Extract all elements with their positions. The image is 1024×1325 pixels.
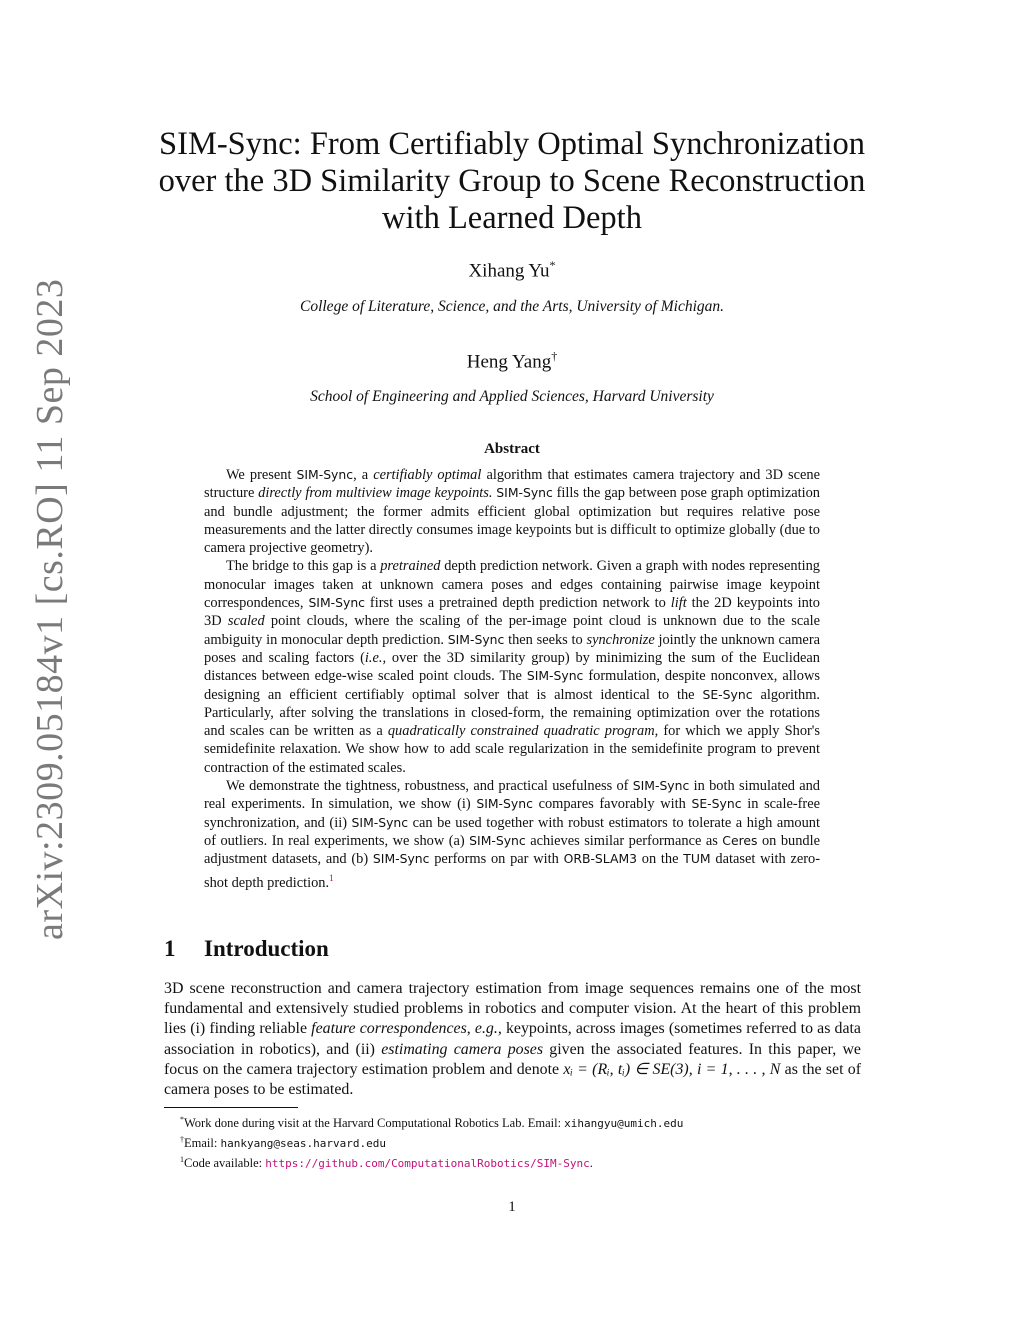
abstract-paragraph-1: We present SIM-Sync, a certifiably optimal algorithm that estimates camera trajectory and 3D scene structure directly from multiview image keypoints. SIM-Sync fills the gap between pose graph optimization and bundle adjustment; the former admits efficient global optimization but requires relative pose measurements and the latter directly consumes image keypoints but is difficult to optimize globally (due to camera projective geometry). [204,467,820,557]
footnotes [180,1112,860,1172]
author-2-affiliation: School of Engineering and Applied Sciences, Harvard University [310,388,714,405]
footnote-ref-1[interactable]: 1 [329,872,334,883]
author-1-mark: * [549,258,556,272]
footnote-2: †Email: hankyang@seas.harvard.edu [180,1135,387,1151]
section-title: Introduction [204,936,329,961]
author-2 [0,349,1024,373]
footnote-3: $^1$Code available: https://github.com/ComputationalRobotics/SIM-Sync. [180,1155,593,1171]
section-number: 1 [164,936,176,961]
arxiv-sidebar-stamp: arXiv:2309.05184v1 [cs.RO] 11 Sep 2023 [29,278,71,940]
author-1 [0,258,1024,282]
paper-title: SIM-Sync: From Certifiably Optimal Synchronization over the 3D Similarity Group to Scene Reconstruction with Learned Depth [158,126,866,236]
footnote-1: *Work done during visit at the Harvard Computational Robotics Lab. Email: xihangyu@umich.edu [180,1115,684,1131]
section-heading [164,936,329,962]
author-2-name: Heng Yang [466,351,552,373]
code-link[interactable]: https://github.com/ComputationalRobotics/SIM-Sync [265,1157,590,1171]
pose-math: xᵢ = (Rᵢ, tᵢ) ∈ SE(3), i = 1, . . . , N [563,1060,781,1078]
author-1-affiliation: College of Literature, Science, and the Arts, University of Michigan. [299,298,725,315]
author-1-name: Xihang Yu [468,260,550,282]
abstract-paragraph-3: We demonstrate the tightness, robustness, and practical usefulness of SIM-Sync in both simulated and real experiments. In simulation, we show (i) SIM-Sync compares favorably with SE-Sync in scale-free synchronization, and (ii) SIM-Sync can be used together with robust estimators to tolerate a high amount of outliers. In real experiments, we show (a) SIM-Sync achieves similar performance as Ceres on bundle adjustment datasets, and (b) SIM-Sync performs on par with ORB-SLAM3 on the TUM dataset with zero-shot depth prediction.$^1$ [204,778,821,891]
footnote-rule [164,1107,298,1108]
author-2-mark: † [551,349,558,363]
abstract-body [204,466,820,892]
introduction-paragraph: 3D scene reconstruction and camera trajectory estimation from image sequences remains one of the most fundamental and extensively studied problems in robotics and computer vision. At the heart of this problem lies (i) finding reliable feature correspondences, e.g., keypoints, across images (sometimes referred to as data association in robotics), and (ii) estimating camera poses given the associated features. In this paper, we focus on the camera trajectory estimation problem and denote xᵢ = (Rᵢ, tᵢ) ∈ SE(3), i = 1, . . . , N as the set of camera poses to be estimated. [164,980,861,1099]
footnote-1-email[interactable]: xihangyu@umich.edu [564,1117,684,1131]
abstract-heading: Abstract [484,441,540,457]
footnote-2-email[interactable]: hankyang@seas.harvard.edu [220,1137,387,1151]
page-number: 1 [508,1199,516,1215]
abstract-paragraph-2: The bridge to this gap is a pretrained depth prediction network. Given a graph with nodes representing monocular images taken at unknown camera poses and edges containing pairwise image keypoint correspondences, SIM-Sync first uses a pretrained depth prediction network to lift the 2D keypoints into 3D scaled point clouds, where the scaling of the per-image point cloud is unknown due to the scale ambiguity in monocular depth prediction. SIM-Sync then seeks to synchronize jointly the unknown camera poses and scaling factors (i.e., over the 3D similarity group) by minimizing the sum of the Euclidean distances between edge-wise scaled point clouds. The SIM-Sync formulation, despite nonconvex, allows designing an efficient certifiably optimal solver that is almost identical to the SE-Sync algorithm. Particularly, after solving the translations in closed-form, the remaining optimization over the rotations and scales can be written as a quadratically constrained quadratic program, for which we apply Shor's semidefinite relaxation. We show how to add scale regularization in the semidefinite program to prevent contraction of the estimated scales. [204,558,821,776]
